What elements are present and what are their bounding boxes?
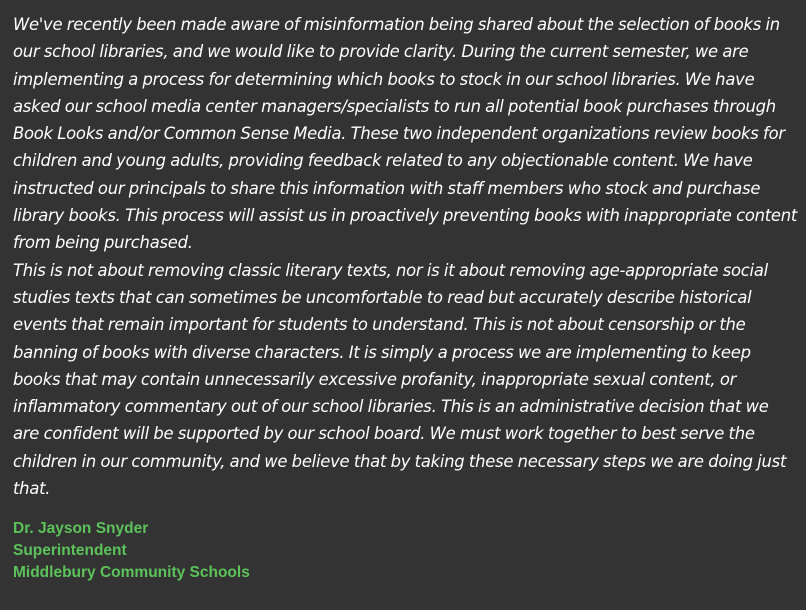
- statement-paragraph-1: We've recently been made aware of misinformation being shared about the selection of books in our school libraries, and we would like to provide clarity. During the current semester, we are implementing a process for determining which books to stock in our school libraries. We have asked our school media center managers/specialists to run all potential book purchases through Book Looks and/or Common Sense Media. These two independent organizations review books for children and young adults, providing feedback related to any objectionable content. We have instructed our principals to share this information with staff members who stock and purchase library books. This process will assist us in proactively preventing books with inappropriate content from being purchased.: [13, 15, 798, 253]
- statement-paragraph-2: This is not about removing classic literary texts, nor is it about removing age-appropriate social studies texts that can sometimes be uncomfortable to read but accurately describe historical events that remain important for students to understand. This is not about censorship or the banning of books with diverse characters. It is simply a process we are implementing to keep books that may contain unnecessarily excessive profanity, inappropriate sexual content, or inflammatory commentary out of our school libraries. This is an administrative decision that we are confident will be supported by our school board. We must work together to best serve the children in our community, and we believe that by taking these necessary steps we are doing just that.: [13, 260, 787, 499]
- signature-title: Superintendent: [13, 542, 127, 560]
- signature-block: [13, 518, 796, 584]
- signature-organization: Middlebury Community Schools: [13, 564, 250, 582]
- signature-name: Dr. Jayson Snyder: [13, 520, 149, 538]
